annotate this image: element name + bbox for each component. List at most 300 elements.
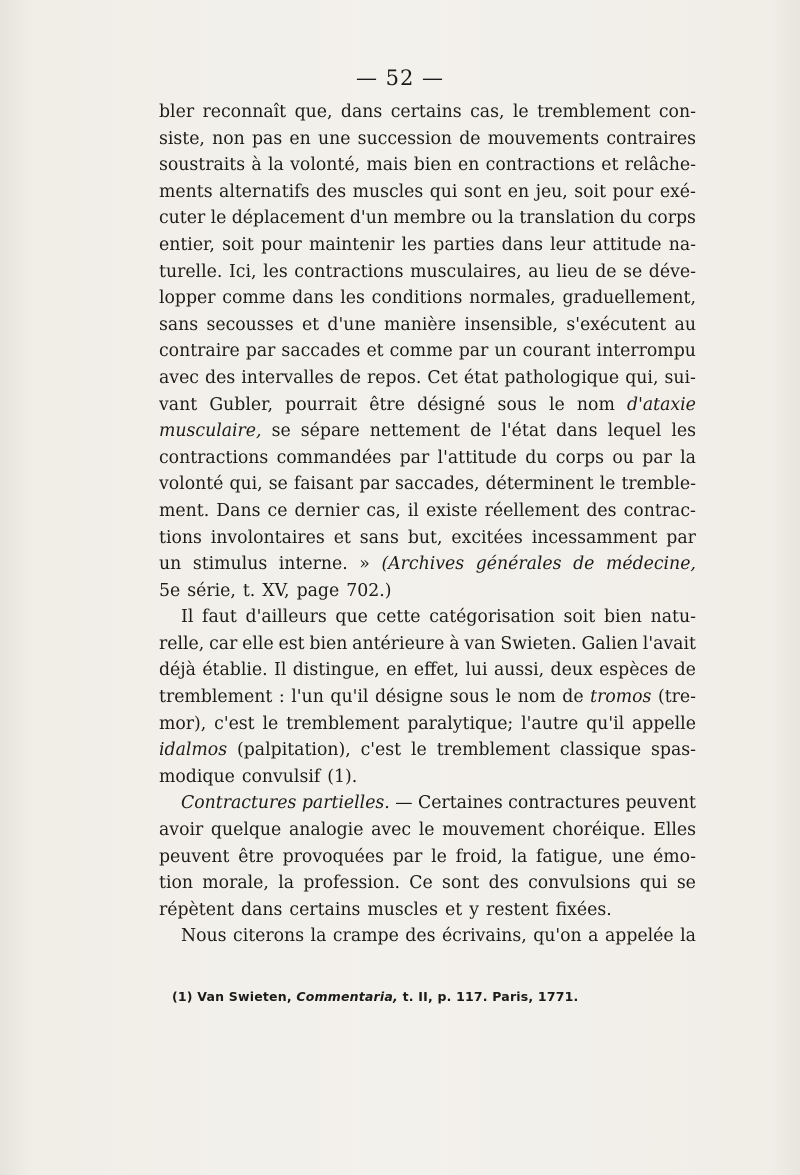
word: courant bbox=[522, 341, 591, 362]
word: page bbox=[296, 580, 340, 601]
word: le bbox=[495, 687, 512, 708]
word: choréique. bbox=[552, 820, 646, 841]
word: a bbox=[588, 926, 599, 947]
footnote-work: Commentaria, bbox=[296, 989, 398, 1004]
word: du bbox=[620, 208, 643, 229]
word: l'autre bbox=[521, 713, 579, 734]
word: de bbox=[459, 128, 481, 149]
word: quelque bbox=[210, 820, 282, 841]
word: être bbox=[238, 846, 274, 867]
text-line bbox=[159, 285, 696, 312]
word: l'un bbox=[291, 687, 324, 708]
text-line bbox=[159, 205, 696, 232]
word: (1). bbox=[327, 766, 358, 787]
word: natu- bbox=[650, 607, 696, 628]
word: reconnaît bbox=[202, 102, 287, 122]
text-line bbox=[159, 126, 696, 153]
word: dans bbox=[340, 102, 383, 122]
word: paralytique; bbox=[407, 713, 514, 734]
word: Elles bbox=[653, 820, 696, 841]
word: tions bbox=[159, 527, 202, 548]
text-line bbox=[159, 232, 696, 259]
word: Contractures bbox=[181, 793, 297, 814]
word: du bbox=[525, 447, 548, 468]
word: au bbox=[674, 314, 696, 335]
word: provoquées bbox=[282, 846, 385, 867]
word: car bbox=[209, 633, 238, 654]
word: les bbox=[340, 288, 365, 309]
word: mouvement bbox=[442, 820, 545, 841]
word: turelle. bbox=[159, 261, 223, 282]
word: la bbox=[680, 447, 696, 468]
word: la bbox=[310, 926, 327, 947]
word: soustraits bbox=[159, 155, 246, 176]
word: cuter bbox=[159, 208, 206, 229]
text-line bbox=[159, 445, 696, 472]
word: qu'il bbox=[586, 713, 625, 734]
text-line bbox=[159, 418, 696, 445]
word: établie. bbox=[202, 660, 268, 681]
word: que bbox=[335, 607, 368, 628]
word: en bbox=[289, 128, 311, 149]
text-line bbox=[159, 338, 696, 365]
word: déterminent bbox=[485, 474, 594, 495]
word: tremblement bbox=[159, 687, 273, 708]
word: dans bbox=[501, 234, 544, 255]
word: lopper bbox=[159, 288, 216, 309]
text-line bbox=[159, 897, 696, 924]
word: être bbox=[369, 394, 405, 415]
word: des bbox=[315, 181, 347, 202]
word: qui, bbox=[229, 474, 263, 495]
word: nettement bbox=[369, 421, 460, 442]
word: d'ataxie bbox=[627, 394, 696, 415]
word: par bbox=[392, 846, 423, 867]
text-line bbox=[159, 365, 696, 392]
footnote-reference: t. II, p. 117. Paris, 1771. bbox=[402, 989, 579, 1004]
word: nom bbox=[576, 394, 615, 415]
word: qui, bbox=[625, 367, 659, 388]
word: peuvent bbox=[159, 846, 230, 867]
word: bien bbox=[413, 155, 452, 176]
page-number: — 52 — bbox=[355, 66, 445, 90]
word: et bbox=[601, 155, 619, 176]
word: émo- bbox=[653, 846, 696, 867]
word: avec bbox=[371, 820, 412, 841]
word: pour bbox=[260, 234, 302, 255]
word: Ici, bbox=[228, 261, 257, 282]
word: pathologique bbox=[504, 367, 620, 388]
word: Cet bbox=[427, 367, 458, 388]
text-line bbox=[159, 152, 696, 179]
word: avoir bbox=[159, 820, 204, 841]
word: Swieten. bbox=[500, 633, 577, 654]
word: ment. bbox=[159, 500, 210, 521]
word: Dans bbox=[216, 500, 261, 521]
word: état bbox=[463, 367, 499, 388]
word: des bbox=[488, 873, 519, 894]
word: mais bbox=[366, 155, 408, 176]
word: jeu, bbox=[535, 181, 568, 202]
word: XV, bbox=[262, 580, 290, 601]
word: analogie bbox=[288, 820, 364, 841]
word: manière bbox=[384, 314, 457, 335]
word: Nous bbox=[181, 926, 227, 947]
word: (palpitation), bbox=[237, 740, 351, 761]
word: tremblement bbox=[436, 740, 551, 761]
word: Il bbox=[181, 607, 194, 628]
text-line bbox=[159, 870, 696, 897]
word: corps bbox=[555, 447, 605, 468]
word: entier, bbox=[159, 234, 215, 255]
word: secousses bbox=[206, 314, 294, 335]
word: interne. bbox=[278, 554, 348, 575]
word: sous bbox=[449, 687, 489, 708]
word: et bbox=[366, 341, 384, 362]
word: musculaires, bbox=[410, 261, 522, 282]
word: membre bbox=[393, 208, 466, 229]
word: la bbox=[268, 155, 284, 176]
word: contractions bbox=[485, 155, 595, 176]
word: sans bbox=[159, 314, 199, 335]
word: contractions bbox=[159, 447, 269, 468]
word: appelée bbox=[604, 926, 674, 947]
word: espèces bbox=[599, 660, 669, 681]
word: lui bbox=[465, 660, 488, 681]
text-line bbox=[159, 259, 696, 286]
word: c'est bbox=[214, 713, 255, 734]
word: ou bbox=[471, 208, 493, 229]
word: con- bbox=[658, 102, 696, 122]
word: et bbox=[301, 314, 320, 335]
word: volonté bbox=[159, 474, 224, 495]
word: y bbox=[469, 899, 479, 920]
text-line bbox=[159, 817, 696, 844]
word: elle bbox=[242, 633, 274, 654]
word: sont bbox=[441, 873, 480, 894]
word: saccades, bbox=[395, 474, 480, 495]
word: antérieure bbox=[352, 633, 445, 654]
word: la bbox=[680, 926, 696, 947]
word: convulsif bbox=[241, 766, 321, 787]
word: le bbox=[512, 102, 529, 122]
word: qu'il bbox=[330, 687, 369, 708]
text-line bbox=[159, 657, 696, 684]
text-line bbox=[159, 551, 696, 578]
word: but, bbox=[407, 527, 443, 548]
word: contractures bbox=[508, 793, 620, 814]
word: relle, bbox=[159, 633, 205, 654]
word: pourrait bbox=[285, 394, 358, 415]
word: les bbox=[263, 261, 288, 282]
word: de bbox=[595, 261, 617, 282]
word: contraires bbox=[606, 128, 696, 149]
word: des bbox=[405, 926, 436, 947]
word: d'un bbox=[349, 208, 388, 229]
word: cas, bbox=[366, 500, 401, 521]
word: une bbox=[611, 846, 645, 867]
word: Ce bbox=[409, 873, 433, 894]
word: nom bbox=[517, 687, 556, 708]
word: se bbox=[271, 421, 291, 442]
word: sous bbox=[497, 394, 537, 415]
word: par bbox=[642, 447, 672, 468]
word: corps bbox=[647, 208, 696, 229]
word: mouvements bbox=[487, 128, 600, 149]
word: conditions bbox=[371, 288, 463, 309]
word: générales bbox=[475, 554, 562, 575]
word: existe bbox=[425, 500, 478, 521]
word: une bbox=[317, 128, 351, 149]
word: soit bbox=[222, 234, 254, 255]
word: pour bbox=[612, 181, 654, 202]
word: l'attitude bbox=[437, 447, 517, 468]
word: parties bbox=[433, 234, 495, 255]
word: avec bbox=[159, 367, 199, 388]
word: muscles bbox=[367, 899, 439, 920]
word: attitude bbox=[592, 234, 662, 255]
word: le bbox=[262, 713, 279, 734]
word: des bbox=[586, 500, 617, 521]
word: est bbox=[278, 633, 305, 654]
word: translation bbox=[519, 208, 615, 229]
word: cette bbox=[376, 607, 421, 628]
word: contrac- bbox=[623, 500, 696, 521]
text-line bbox=[159, 392, 696, 419]
word: par bbox=[458, 341, 489, 362]
word: désigné bbox=[417, 394, 486, 415]
word: par bbox=[245, 341, 276, 362]
word: et bbox=[445, 899, 463, 920]
word: contractions bbox=[294, 261, 404, 282]
word: alternatifs bbox=[219, 181, 310, 202]
word: graduellement, bbox=[562, 288, 696, 309]
word: interrompu bbox=[596, 341, 696, 362]
text-line bbox=[159, 684, 696, 711]
word: dans bbox=[292, 288, 334, 309]
word: exé- bbox=[659, 181, 696, 202]
word: leur bbox=[550, 234, 586, 255]
word: pas bbox=[251, 128, 283, 149]
word: saccades bbox=[281, 341, 361, 362]
word: qu'on bbox=[533, 926, 582, 947]
word: contraire bbox=[159, 341, 240, 362]
word: la bbox=[511, 846, 528, 867]
word: excitées bbox=[451, 527, 523, 548]
word: au bbox=[528, 261, 550, 282]
word: désigne bbox=[374, 687, 444, 708]
word: deux bbox=[550, 660, 593, 681]
text-line bbox=[159, 498, 696, 525]
text-line bbox=[159, 764, 696, 791]
word: répètent bbox=[159, 899, 235, 920]
word: siste, bbox=[159, 128, 205, 149]
word: modique bbox=[159, 766, 235, 787]
word: déplacement bbox=[231, 208, 345, 229]
word: et bbox=[333, 527, 351, 548]
word: d'ailleurs bbox=[245, 607, 327, 628]
word: Certaines bbox=[417, 793, 503, 814]
word: volonté, bbox=[290, 155, 361, 176]
word: à bbox=[251, 155, 262, 176]
word: l'avait bbox=[642, 633, 696, 654]
word: bler bbox=[159, 102, 195, 122]
word: les bbox=[401, 234, 427, 255]
text-line bbox=[159, 99, 696, 126]
word: un bbox=[494, 341, 517, 362]
word: maintenir bbox=[308, 234, 395, 255]
word: spas- bbox=[651, 740, 696, 761]
word: certains bbox=[390, 102, 462, 122]
word: l'état bbox=[501, 421, 547, 442]
word: effet, bbox=[413, 660, 460, 681]
word: sont bbox=[463, 181, 502, 202]
word: faut bbox=[202, 607, 237, 628]
word: non bbox=[212, 128, 245, 149]
word: tion bbox=[159, 873, 194, 894]
word: restent bbox=[485, 899, 549, 920]
word: peuvent bbox=[625, 793, 696, 814]
word: aussi, bbox=[493, 660, 545, 681]
word: se bbox=[676, 873, 696, 894]
word: Galien bbox=[581, 633, 638, 654]
word: le bbox=[599, 474, 616, 495]
word: réellement bbox=[484, 500, 580, 521]
text-line bbox=[159, 525, 696, 552]
word: sépare bbox=[300, 421, 360, 442]
body-text bbox=[159, 99, 696, 950]
footnote bbox=[172, 989, 578, 1004]
word: le bbox=[418, 820, 435, 841]
word: (Archives bbox=[381, 554, 465, 575]
word: insensible, bbox=[464, 314, 559, 335]
text-line bbox=[159, 737, 696, 764]
word: tremblement bbox=[286, 713, 400, 734]
word: morale, bbox=[202, 873, 269, 894]
word: commandées bbox=[276, 447, 392, 468]
word: stimulus bbox=[192, 554, 268, 575]
word: catégorisation bbox=[429, 607, 555, 628]
text-line bbox=[159, 179, 696, 206]
word: d'une bbox=[327, 314, 376, 335]
word: des bbox=[205, 367, 236, 388]
text-line bbox=[159, 844, 696, 871]
word: fixées. bbox=[555, 899, 612, 920]
word: le bbox=[431, 846, 447, 867]
word: série, bbox=[187, 580, 236, 601]
word: la bbox=[498, 208, 514, 229]
word: distingue, bbox=[292, 660, 380, 681]
text-line bbox=[159, 923, 696, 950]
word: le bbox=[548, 394, 565, 415]
word: tremble- bbox=[621, 474, 696, 495]
word: comme bbox=[389, 341, 453, 362]
word: citerons bbox=[233, 926, 305, 947]
word: vant bbox=[159, 394, 198, 415]
word: que, bbox=[294, 102, 333, 122]
word: 5e bbox=[159, 580, 181, 601]
word: Il bbox=[274, 660, 287, 681]
footnote-marker: (1) bbox=[172, 989, 193, 1004]
word: normales, bbox=[469, 288, 556, 309]
text-line bbox=[159, 631, 696, 658]
word: ce bbox=[267, 500, 288, 521]
word: repos. bbox=[367, 367, 422, 388]
word: fatigue, bbox=[536, 846, 604, 867]
word: appelle bbox=[631, 713, 696, 734]
word: profession. bbox=[303, 873, 400, 894]
word: intervalles bbox=[241, 367, 334, 388]
word: lequel bbox=[607, 421, 662, 442]
word: s'exécutent bbox=[566, 314, 667, 335]
word: Gubler, bbox=[209, 394, 273, 415]
word: de bbox=[674, 660, 696, 681]
word: par bbox=[666, 527, 696, 548]
word: idalmos bbox=[159, 740, 228, 761]
word: se bbox=[623, 261, 643, 282]
word: de bbox=[562, 687, 584, 708]
word: t. bbox=[242, 580, 256, 601]
word: dernier bbox=[294, 500, 360, 521]
word: de bbox=[470, 421, 492, 442]
word: faisant bbox=[293, 474, 354, 495]
word: certains bbox=[289, 899, 361, 920]
word: bien bbox=[603, 607, 642, 628]
footnote-author: Van Swieten, bbox=[197, 989, 292, 1004]
word: qui bbox=[639, 873, 668, 894]
word: tremblement bbox=[537, 102, 651, 122]
word: convulsions bbox=[528, 873, 631, 894]
word: déjà bbox=[159, 660, 196, 681]
word: mor), bbox=[159, 713, 207, 734]
word: en bbox=[386, 660, 408, 681]
word: la bbox=[278, 873, 295, 894]
word: à bbox=[449, 633, 460, 654]
word: c'est bbox=[360, 740, 402, 761]
word: qui bbox=[429, 181, 458, 202]
word: médecine, bbox=[605, 554, 696, 575]
word: comme bbox=[222, 288, 286, 309]
word: soit bbox=[574, 181, 607, 202]
text-line bbox=[159, 578, 696, 605]
word: il bbox=[407, 500, 419, 521]
word: dans bbox=[241, 899, 283, 920]
word: de bbox=[573, 554, 595, 575]
word: muscles bbox=[352, 181, 424, 202]
word: soit bbox=[563, 607, 596, 628]
text-line bbox=[159, 604, 696, 631]
word: incessamment bbox=[531, 527, 658, 548]
word: ments bbox=[159, 181, 213, 202]
text-line bbox=[159, 711, 696, 738]
word: par bbox=[399, 447, 430, 468]
word: de bbox=[339, 367, 361, 388]
word: partielles. bbox=[301, 793, 390, 814]
word: lieu bbox=[556, 261, 589, 282]
text-line bbox=[159, 471, 696, 498]
word: les bbox=[671, 421, 696, 442]
word: 702.) bbox=[346, 580, 392, 601]
word: déve- bbox=[648, 261, 696, 282]
word: cas, bbox=[470, 102, 505, 122]
word: le bbox=[210, 208, 227, 229]
word: tromos bbox=[590, 687, 652, 708]
word: ou bbox=[612, 447, 634, 468]
word: crampe bbox=[332, 926, 399, 947]
word: musculaire, bbox=[159, 421, 262, 442]
word: » bbox=[359, 554, 370, 575]
word: se bbox=[268, 474, 288, 495]
